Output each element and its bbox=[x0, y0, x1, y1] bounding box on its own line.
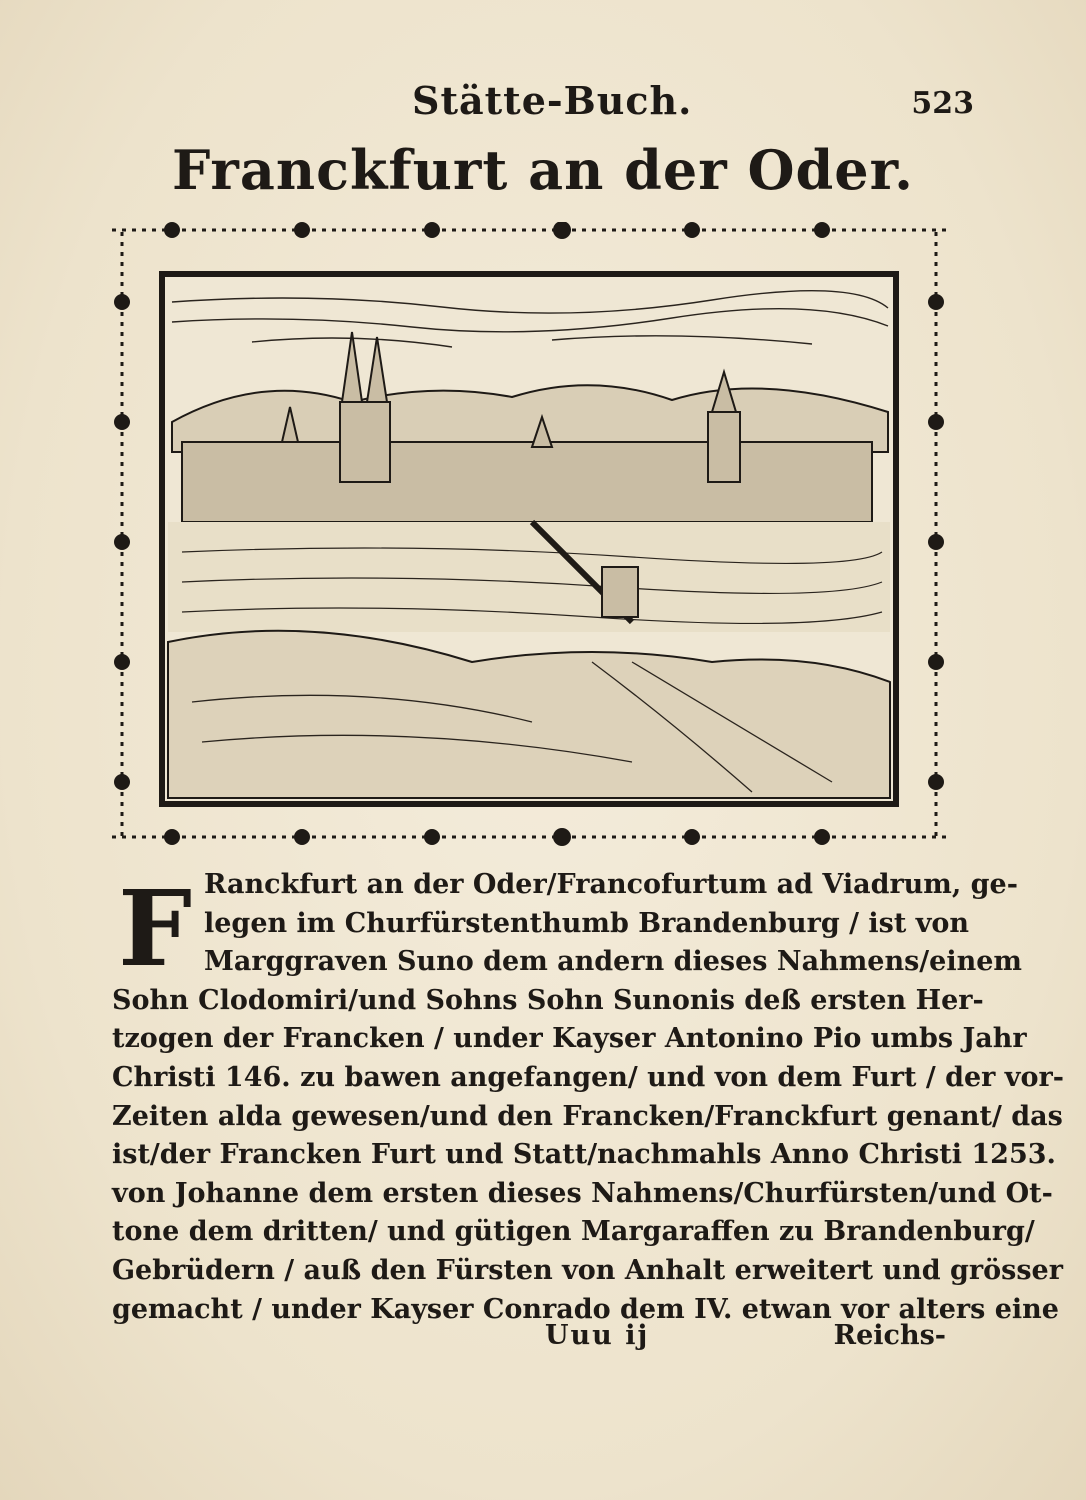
text-line: Christi 146. zu bawen angefangen/ und von dem Furt / der vor- bbox=[112, 1061, 1064, 1093]
catchword: Reichs- bbox=[833, 1320, 946, 1351]
text-line: Zeiten alda gewesen/und den Francken/Franckfurt genant/ das bbox=[112, 1100, 1063, 1132]
text-line: tone dem dritten/ und gütigen Margaraffen zu Brandenburg/ bbox=[112, 1216, 1035, 1248]
text-line: gemacht / under Kayser Conrado dem IV. etwan vor alters eine bbox=[112, 1293, 1059, 1325]
page-number: 523 bbox=[911, 86, 974, 121]
woodcut-illustration bbox=[112, 222, 946, 850]
text-line: Ranckfurt an der Oder/Francofurtum ad Viadrum, ge- bbox=[204, 869, 1018, 900]
body-text bbox=[112, 866, 1064, 1329]
text-line: ist/der Francken Furt und Statt/nachmahls Anno Christi 1253. bbox=[112, 1139, 1056, 1171]
river bbox=[168, 522, 890, 632]
text-line: Marggraven Suno dem andern dieses Nahmens/einem bbox=[204, 946, 1022, 978]
text-line: Sohn Clodomiri/und Sohns Sohn Sunonis deß ersten Her- bbox=[112, 984, 984, 1016]
running-title: Stätte-Buch. bbox=[412, 78, 693, 123]
decorated-initial: F bbox=[118, 867, 192, 990]
text-line: tzogen der Francken / under Kayser Antonino Pio umbs Jahr bbox=[112, 1023, 1027, 1055]
signature-mark: Uuu ij bbox=[545, 1320, 650, 1351]
chapter-title: Franckfurt an der Oder. bbox=[172, 138, 914, 202]
text-line: legen im Churfürstenthumb Brandenburg / ist von bbox=[204, 907, 970, 939]
text-line: Gebrüdern / auß den Fürsten von Anhalt erweitert und grösser bbox=[112, 1254, 1063, 1286]
text-line: von Johanne dem ersten dieses Nahmens/Churfürsten/und Ot- bbox=[112, 1177, 1053, 1209]
running-head bbox=[0, 78, 1086, 128]
